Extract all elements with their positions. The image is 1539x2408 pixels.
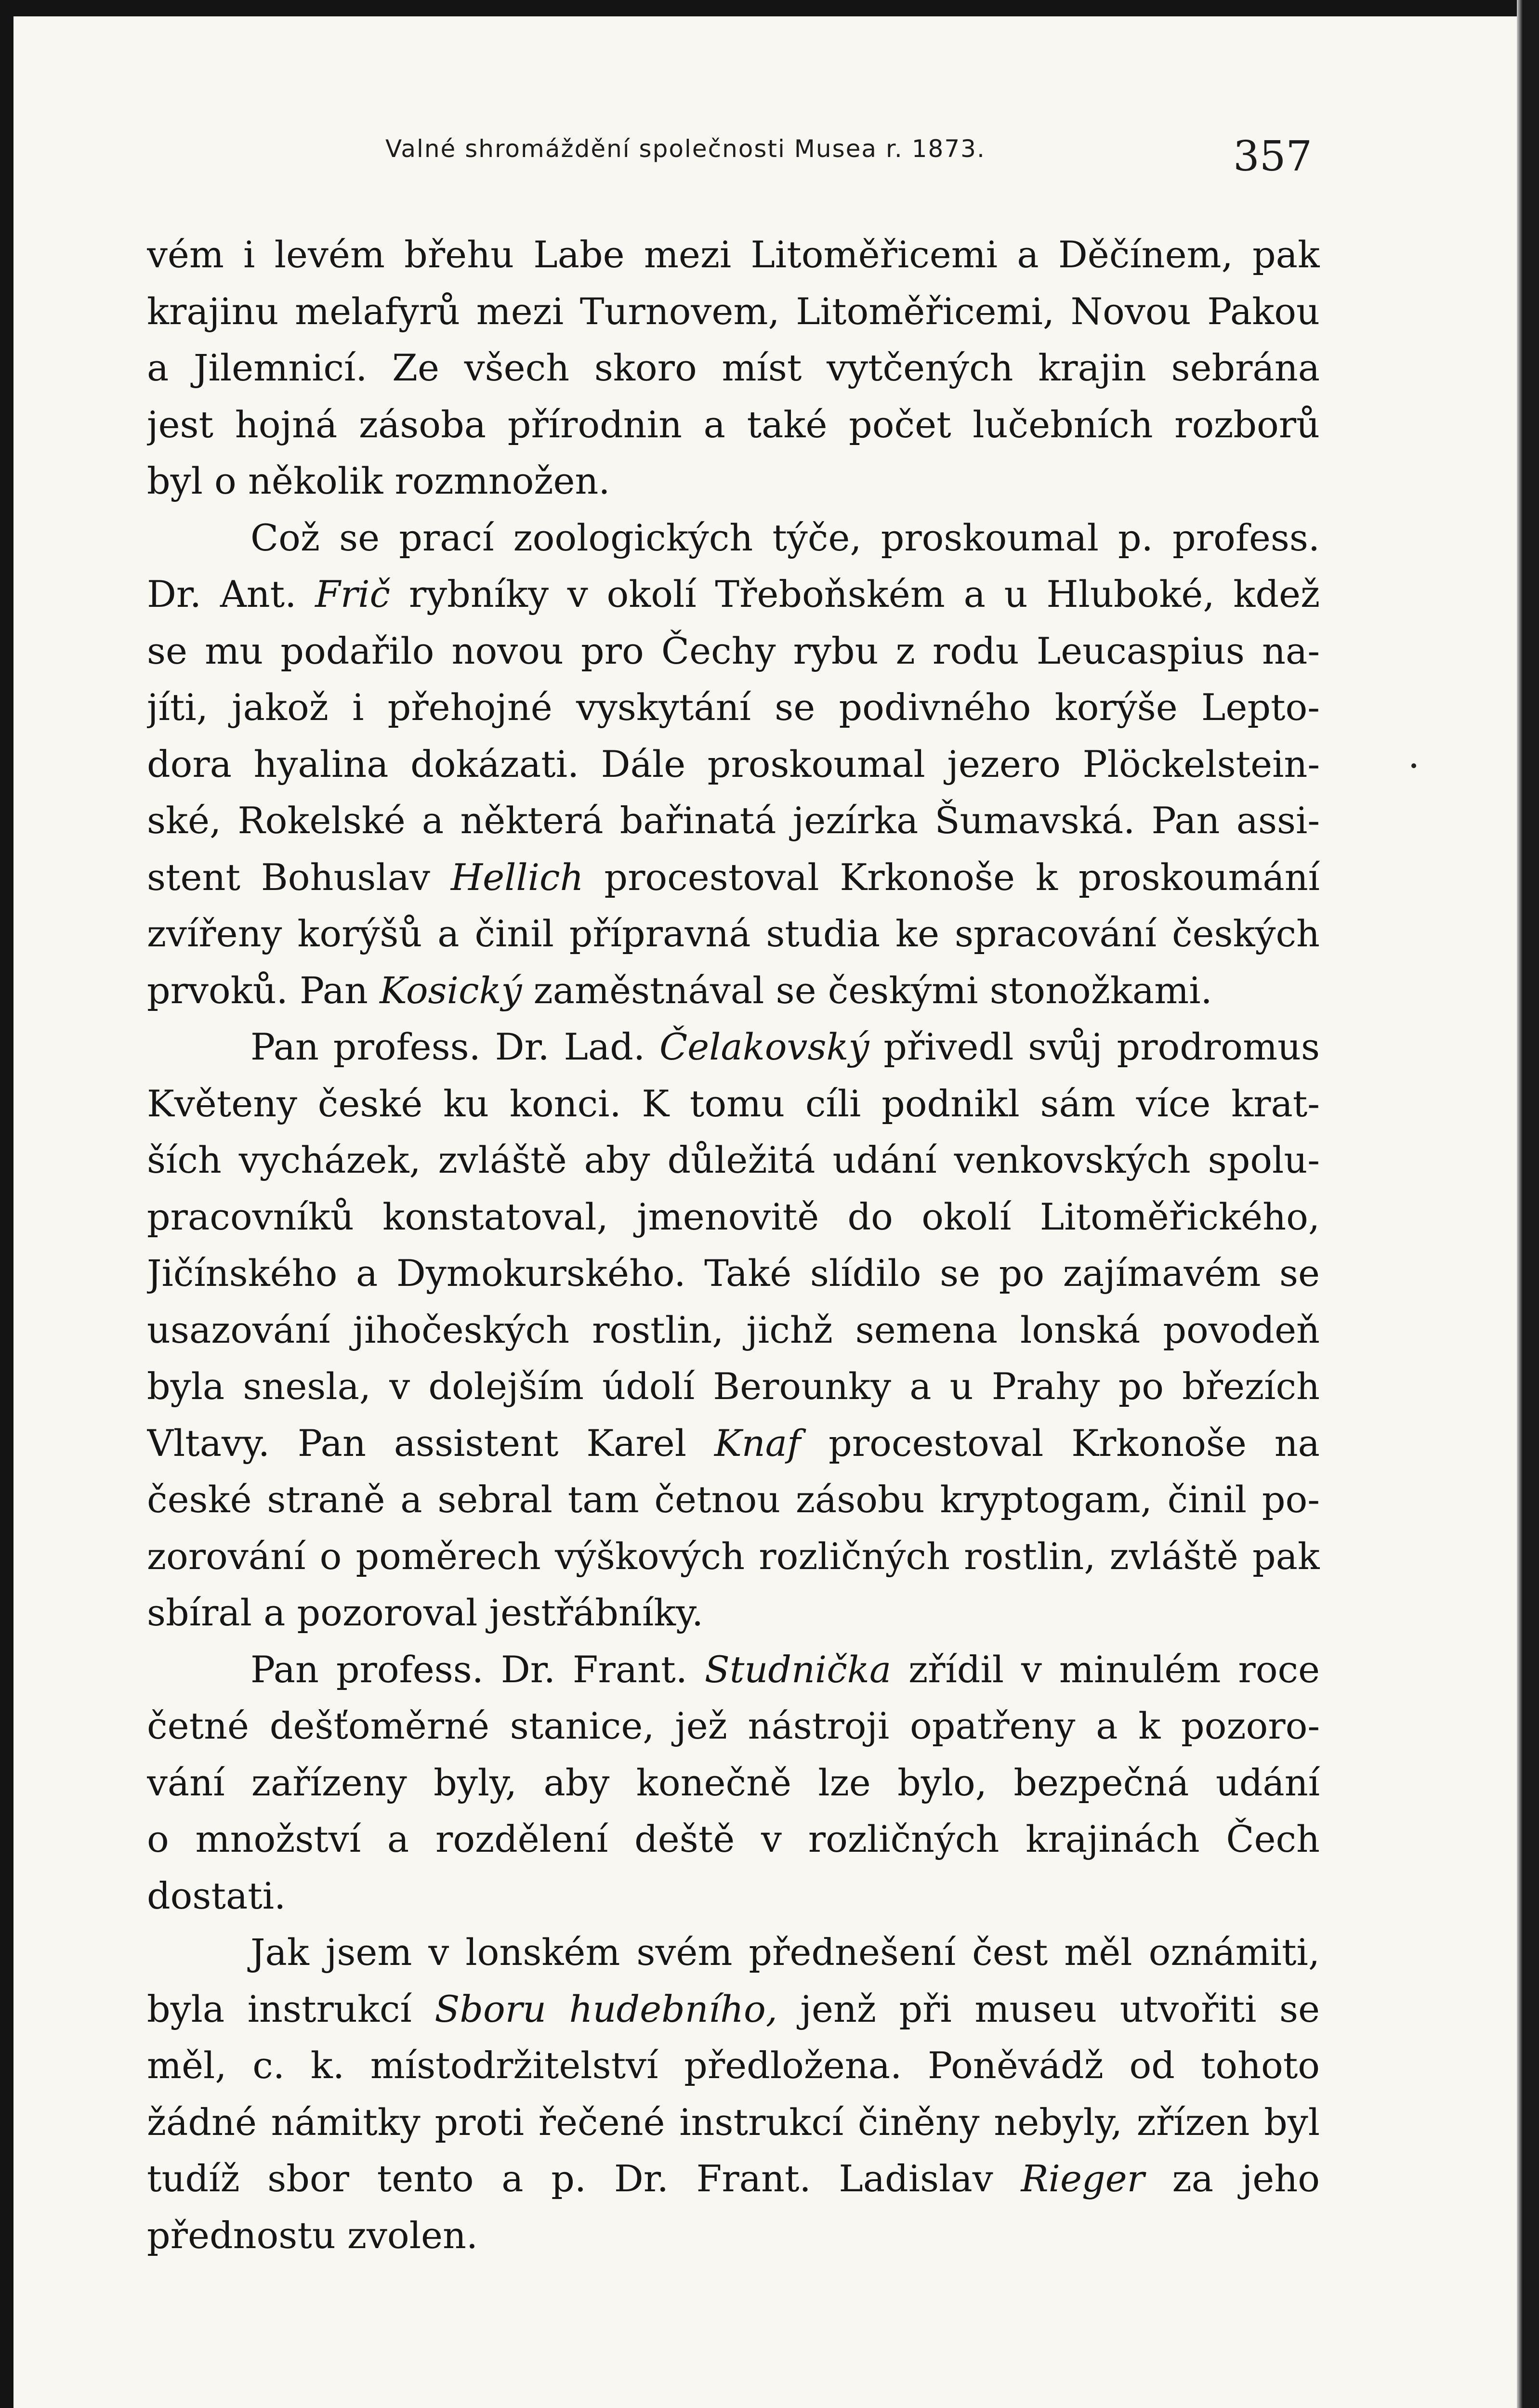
text-run: Dr. Ant.	[147, 573, 316, 615]
text-line	[147, 1075, 1320, 1132]
text-run: usazování jihočeských rostlin, jichž semena lonská povodeň	[147, 1308, 1320, 1351]
text-run: ších vycházek, zvláště aby důležitá udání venkovských spolu-	[147, 1139, 1320, 1181]
text-line	[147, 1132, 1320, 1189]
text-line	[147, 1415, 1320, 1472]
text-line	[147, 1584, 1320, 1641]
text-run: o množství a rozdělení deště v rozličných krajinách Čech	[147, 1818, 1320, 1860]
text-line	[147, 2150, 1320, 2207]
text-line	[147, 1189, 1320, 1245]
text-line	[147, 736, 1320, 793]
text-run: zaměstnával se českými stonožkami.	[522, 968, 1212, 1012]
text-line	[147, 1924, 1320, 1981]
text-line	[147, 2037, 1320, 2094]
text-line	[147, 510, 1320, 566]
text-run: Květeny české ku konci. K tomu cíli podnikl sám více krat-	[147, 1082, 1320, 1125]
text-run: Což se prací zoologických týče, proskoumal p. profess.	[250, 516, 1320, 559]
text-run: tudíž sbor tento a p. Dr. Frant. Ladislav	[147, 2157, 1021, 2200]
text-line	[147, 226, 1320, 283]
text-run: zřídil v minulém roce	[891, 1648, 1320, 1691]
text-run: jíti, jakož i přehojné vyskytání se podivného korýše Lepto-	[147, 686, 1320, 729]
text-run: byl o několik rozmnožen.	[147, 459, 610, 502]
text-run: Pan profess. Dr. Frant.	[250, 1648, 705, 1691]
text-line	[147, 2207, 1320, 2264]
text-line	[147, 849, 1320, 906]
text-line	[147, 1811, 1320, 1868]
scan-edge-left	[0, 0, 13, 2408]
italic-name: Čelakovský	[659, 1025, 869, 1068]
text-run: jenž při museu utvořiti se	[777, 1987, 1320, 2030]
text-run: české straně a sebral tam četnou zásobu kryptogam, činil po-	[147, 1478, 1320, 1521]
text-line	[147, 396, 1320, 453]
text-run: zvířeny korýšů a činil přípravná studia ke spracování českých	[147, 912, 1320, 955]
text-line	[147, 1245, 1320, 1302]
text-line	[147, 283, 1320, 340]
italic-name: Kosický	[380, 968, 522, 1012]
text-run: krajinu melafyrů mezi Turnovem, Litoměřicemi, Novou Pakou	[147, 289, 1320, 333]
text-run: se mu podařilo novou pro Čechy rybu z rodu Leucaspius na-	[147, 629, 1320, 672]
scan-edge-top	[0, 0, 1539, 16]
page-number: 357	[1233, 132, 1313, 181]
text-run: Jičínského a Dymokurského. Také slídilo se po zajímavém se	[147, 1252, 1320, 1295]
text-run: jest hojná zásoba přírodnin a také počet lučebních rozborů	[147, 403, 1320, 446]
text-line	[147, 340, 1320, 396]
text-line	[147, 2094, 1320, 2151]
text-line	[147, 962, 1320, 1019]
text-run: byla instrukcí	[147, 1987, 435, 2030]
text-run: přednostu zvolen.	[147, 2213, 478, 2257]
running-header: Valné shromáždění společnosti Musea r. 1873.	[385, 135, 986, 163]
text-run: rybníky v okolí Třeboňském a u Hluboké, kdež	[390, 573, 1320, 615]
text-run: dora hyalina dokázati. Dále proskoumal jezero Plöckelstein-	[147, 742, 1320, 785]
text-run: procestoval Krkonoše na	[801, 1421, 1320, 1465]
italic-name: Rieger	[1021, 2157, 1144, 2200]
text-run: měl, c. k. místodržitelství předložena. Poněvádž od tohoto	[147, 2044, 1320, 2087]
text-run: za jeho	[1144, 2157, 1320, 2200]
text-run: vání zařízeny byly, aby konečně lze bylo, bezpečná udání	[147, 1761, 1320, 1804]
text-run: sbíral a pozoroval jestřábníky.	[147, 1591, 704, 1634]
text-run: prvoků. Pan	[147, 968, 380, 1012]
text-run: zorování o poměrech výškových rozličných rostlin, zvláště pak	[147, 1534, 1320, 1578]
text-line	[147, 905, 1320, 962]
text-run: a Jilemnicí. Ze všech skoro míst vytčených krajin sebrána	[147, 346, 1320, 389]
text-line	[147, 1302, 1320, 1359]
text-run: Jak jsem v lonském svém přednešení čest měl oznámiti,	[250, 1931, 1320, 1974]
text-line	[147, 1641, 1320, 1698]
text-line	[147, 1471, 1320, 1528]
text-line	[147, 566, 1320, 623]
text-run: ské, Rokelské a některá bařinatá jezírka Šumavská. Pan assi-	[147, 799, 1320, 842]
body-text	[147, 226, 1320, 2264]
text-line	[147, 792, 1320, 849]
text-run: stent Bohuslav	[147, 855, 451, 899]
text-run: vém i levém břehu Labe mezi Litoměřicemi a Děčínem, pak	[147, 233, 1320, 276]
text-run: procestoval Krkonoše k proskoumání	[583, 855, 1320, 899]
text-line	[147, 1698, 1320, 1754]
text-run: byla snesla, v dolejším údolí Berounky a u Prahy po březích	[147, 1365, 1320, 1408]
text-line	[147, 1358, 1320, 1415]
text-line	[147, 453, 1320, 510]
text-line	[147, 1019, 1320, 1075]
text-run: četné dešťoměrné stanice, jež nástroji opatřeny a k pozoro-	[147, 1704, 1320, 1747]
text-line	[147, 1754, 1320, 1811]
text-line	[147, 1981, 1320, 2038]
italic-name: Hellich	[450, 855, 584, 899]
text-run: pracovníků konstatoval, jmenovitě do okolí Litoměřického,	[147, 1195, 1320, 1238]
italic-name: Studnička	[704, 1648, 892, 1691]
italic-name: Knaf	[714, 1421, 801, 1465]
text-run: Pan profess. Dr. Lad.	[250, 1025, 659, 1068]
italic-name: Frič	[315, 573, 391, 615]
margin-speck	[1411, 763, 1416, 768]
text-run: přivedl svůj prodromus	[869, 1025, 1320, 1068]
text-run: dostati.	[147, 1874, 286, 1917]
text-line	[147, 1528, 1320, 1585]
text-run: žádné námitky proti řečené instrukcí činěny nebyly, zřízen byl	[147, 2100, 1320, 2144]
text-run: Vltavy. Pan assistent Karel	[147, 1421, 715, 1465]
text-line	[147, 1868, 1320, 1924]
text-line	[147, 679, 1320, 736]
text-line	[147, 623, 1320, 680]
italic-name: Sboru hudebního,	[434, 1987, 777, 2030]
scan-edge-right	[1517, 0, 1539, 2408]
